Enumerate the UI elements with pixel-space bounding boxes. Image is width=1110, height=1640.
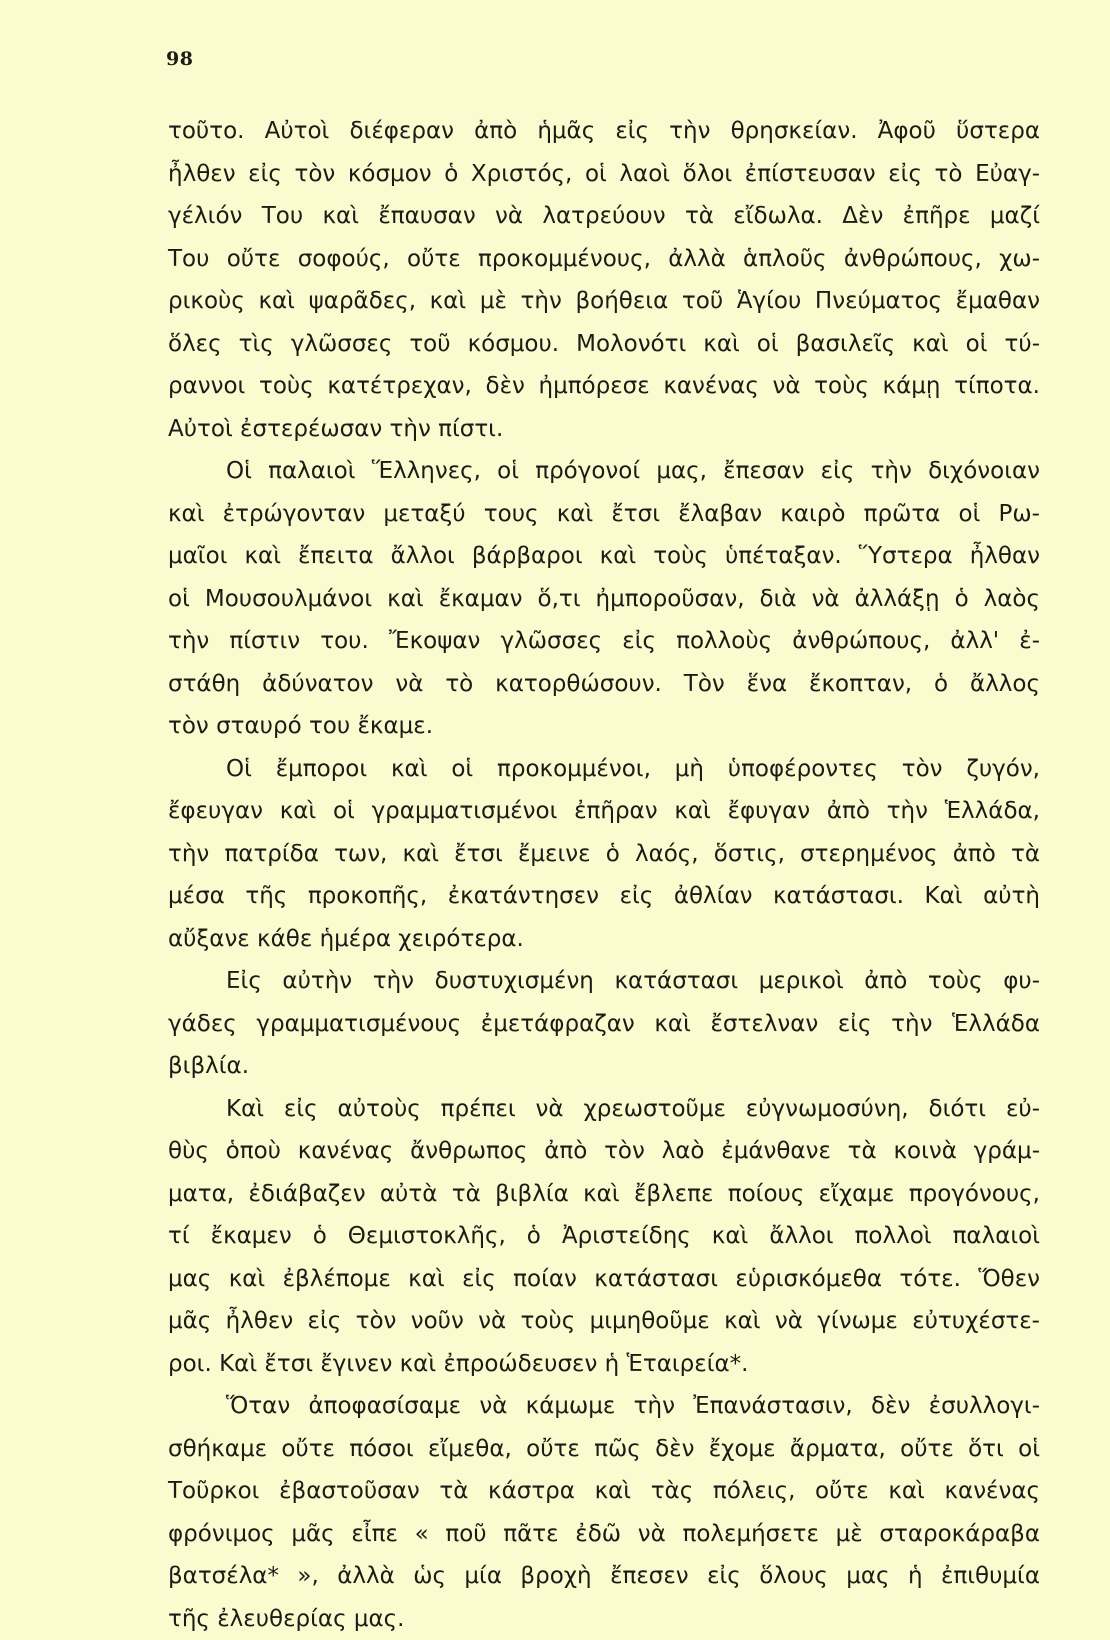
text-body [168, 110, 1040, 1640]
text-line: ὅλες τὶς γλῶσσες τοῦ κόσμου. Μολονότι καὶ οἱ βασιλεῖς καὶ οἱ τύ- [168, 323, 1040, 366]
text-line: ματα, ἐδιάβαζεν αὐτὰ τὰ βιβλία καὶ ἔβλεπε ποίους εἴχαμε προγόνους, [168, 1173, 1040, 1216]
paragraph [168, 450, 1040, 748]
text-line: οἱ Μουσουλμάνοι καὶ ἔκαμαν ὅ,τι ἠμποροῦσαν, διὰ νὰ ἀλλάξῃ ὁ λαὸς [168, 578, 1040, 621]
text-line: ἦλθεν εἰς τὸν κόσμον ὁ Χριστός, οἱ λαοὶ ὅλοι ἐπίστευσαν εἰς τὸ Εὐαγ- [168, 153, 1040, 196]
text-line: Του οὔτε σοφούς, οὔτε προκομμένους, ἀλλὰ ἁπλοῦς ἀνθρώπους, χω- [168, 238, 1040, 281]
text-line: Οἱ ἔμποροι καὶ οἱ προκομμένοι, μὴ ὑποφέροντες τὸν ζυγόν, [168, 748, 1040, 791]
text-line: μέσα τῆς προκοπῆς, ἐκατάντησεν εἰς ἀθλίαν κατάστασι. Καὶ αὐτὴ [168, 875, 1040, 918]
text-line: γάδες γραμματισμένους ἐμετάφραζαν καὶ ἔστελναν εἰς τὴν Ἑλλάδα [168, 1003, 1040, 1046]
text-line: σθήκαμε οὔτε πόσοι εἴμεθα, οὔτε πῶς δὲν ἔχομε ἄρματα, οὔτε ὅτι οἱ [168, 1428, 1040, 1471]
text-line: τὴν πίστιν του. Ἔκοψαν γλῶσσες εἰς πολλοὺς ἀνθρώπους, ἀλλ' ἐ- [168, 620, 1040, 663]
paragraph [168, 1088, 1040, 1386]
text-line: τὸν σταυρό του ἔκαμε. [168, 705, 1040, 748]
text-line: καὶ ἐτρώγονταν μεταξύ τους καὶ ἔτσι ἔλαβαν καιρὸ πρῶτα οἱ Ρω- [168, 493, 1040, 536]
text-line: τί ἔκαμεν ὁ Θεμιστοκλῆς, ὁ Ἀριστείδης καὶ ἄλλοι πολλοὶ παλαιοὶ [168, 1215, 1040, 1258]
text-line: Οἱ παλαιοὶ Ἕλληνες, οἱ πρόγονοί μας, ἔπεσαν εἰς τὴν διχόνοιαν [168, 450, 1040, 493]
text-line: θὺς ὁποὺ κανένας ἄνθρωπος ἀπὸ τὸν λαὸ ἐμάνθανε τὰ κοινὰ γράμ- [168, 1130, 1040, 1173]
text-line: τῆς ἐλευθερίας μας. [168, 1598, 1040, 1640]
text-line: φρόνιμος μᾶς εἶπε « ποῦ πᾶτε ἐδῶ νὰ πολεμήσετε μὲ σταροκάραβα [168, 1513, 1040, 1556]
text-line: ἔφευγαν καὶ οἱ γραμματισμένοι ἐπῆραν καὶ ἔφυγαν ἀπὸ τὴν Ἑλλάδα, [168, 790, 1040, 833]
text-line: στάθη ἀδύνατον νὰ τὸ κατορθώσουν. Τὸν ἕνα ἔκοπταν, ὁ ἄλλος [168, 663, 1040, 706]
text-line: μας καὶ ἐβλέπομε καὶ εἰς ποίαν κατάστασι εὑρισκόμεθα τότε. Ὅθεν [168, 1258, 1040, 1301]
text-line: Καὶ εἰς αὐτοὺς πρέπει νὰ χρεωστοῦμε εὐγνωμοσύνη, διότι εὐ- [168, 1088, 1040, 1131]
text-line: γέλιόν Του καὶ ἔπαυσαν νὰ λατρεύουν τὰ εἴδωλα. Δὲν ἐπῆρε μαζί [168, 195, 1040, 238]
paragraph [168, 1385, 1040, 1640]
text-line: μαῖοι καὶ ἔπειτα ἄλλοι βάρβαροι καὶ τοὺς ὑπέταξαν. Ὕστερα ἦλθαν [168, 535, 1040, 578]
text-line: βατσέλα* », ἀλλὰ ὡς μία βροχὴ ἔπεσεν εἰς ὅλους μας ἡ ἐπιθυμία [168, 1555, 1040, 1598]
text-line: βιβλία. [168, 1045, 1040, 1088]
text-line: ροι. Καὶ ἔτσι ἔγινεν καὶ ἐπροώδευσεν ἡ Ἑταιρεία*. [168, 1343, 1040, 1386]
text-line: ρικοὺς καὶ ψαρᾶδες, καὶ μὲ τὴν βοήθεια τοῦ Ἁγίου Πνεύματος ἔμαθαν [168, 280, 1040, 323]
text-line: μᾶς ἦλθεν εἰς τὸν νοῦν νὰ τοὺς μιμηθοῦμε καὶ νὰ γίνωμε εὐτυχέστε- [168, 1300, 1040, 1343]
text-line: Ὅταν ἀποφασίσαμε νὰ κάμωμε τὴν Ἐπανάστασιν, δὲν ἐσυλλογι- [168, 1385, 1040, 1428]
text-line: ραννοι τοὺς κατέτρεχαν, δὲν ἠμπόρεσε κανένας νὰ τοὺς κάμῃ τίποτα. [168, 365, 1040, 408]
page-number: 98 [166, 48, 193, 70]
paragraph [168, 110, 1040, 450]
paragraph [168, 748, 1040, 961]
text-line: αὔξανε κάθε ἡμέρα χειρότερα. [168, 918, 1040, 961]
text-line: Αὐτοὶ ἐστερέωσαν τὴν πίστι. [168, 408, 1040, 451]
text-line: Τοῦρκοι ἐβαστοῦσαν τὰ κάστρα καὶ τὰς πόλεις, οὔτε καὶ κανένας [168, 1470, 1040, 1513]
text-line: τοῦτο. Αὐτοὶ διέφεραν ἀπὸ ἡμᾶς εἰς τὴν θρησκείαν. Ἀφοῦ ὕστερα [168, 110, 1040, 153]
paragraph [168, 960, 1040, 1088]
text-line: Εἰς αὐτὴν τὴν δυστυχισμένη κατάστασι μερικοὶ ἀπὸ τοὺς φυ- [168, 960, 1040, 1003]
text-line: τὴν πατρίδα των, καὶ ἔτσι ἔμεινε ὁ λαός, ὅστις, στερημένος ἀπὸ τὰ [168, 833, 1040, 876]
